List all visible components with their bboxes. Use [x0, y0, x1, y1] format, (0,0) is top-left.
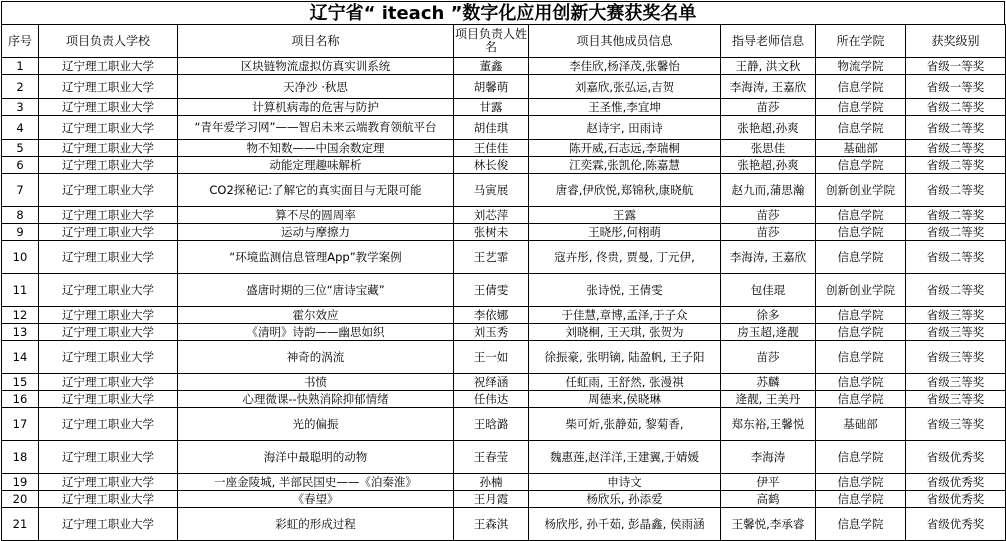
cell-col-members: 申诗文 — [529, 474, 721, 491]
sheet-title: 辽宁省“ iteach ”数字化应用创新大赛获奖名单 — [1, 1, 1005, 24]
cell-col-school: 辽宁理工职业大学 — [39, 341, 178, 374]
cell-col-project-name: 书愤 — [178, 374, 454, 391]
cell-col-members: 王晓彤,何栩萌 — [529, 224, 721, 241]
cell-col-leader: 张树未 — [454, 224, 529, 241]
cell-col-award: 省级二等奖 — [906, 241, 1006, 274]
cell-col-school: 辽宁理工职业大学 — [39, 99, 178, 116]
cell-col-school: 辽宁理工职业大学 — [39, 116, 178, 140]
cell-col-members: 杨欣乐, 孙添爱 — [529, 491, 721, 508]
cell-col-college: 信息学院 — [816, 341, 906, 374]
cell-col-leader: 孙楠 — [454, 474, 529, 491]
table-row — [2, 341, 1006, 374]
cell-col-project-name: 算不尽的圆周率 — [178, 207, 454, 224]
cell-col-advisor: 苗莎 — [721, 224, 816, 241]
cell-col-index: 8 — [2, 207, 39, 224]
header-col-leader: 项目负责人姓名 — [454, 25, 529, 58]
cell-col-leader: 王月霞 — [454, 491, 529, 508]
cell-col-index: 3 — [2, 99, 39, 116]
cell-col-college: 创新创业学院 — [816, 174, 906, 207]
cell-col-members: 于佳慧,章博,孟泽,于子众 — [529, 307, 721, 324]
cell-col-index: 17 — [2, 408, 39, 441]
cell-col-advisor: 郑东裕,王馨悦 — [721, 408, 816, 441]
cell-col-index: 6 — [2, 157, 39, 174]
cell-col-advisor: 王馨悦,李承睿 — [721, 508, 816, 541]
cell-col-members: 赵诗宇, 田雨诗 — [529, 116, 721, 140]
cell-col-college: 创新创业学院 — [816, 274, 906, 307]
header-col-award: 获奖级别 — [906, 25, 1006, 58]
table-row — [2, 75, 1006, 99]
cell-col-index: 12 — [2, 307, 39, 324]
cell-col-index: 16 — [2, 391, 39, 408]
cell-col-advisor: 包佳琨 — [721, 274, 816, 307]
cell-col-project-name: 海洋中最聪明的动物 — [178, 441, 454, 474]
cell-col-school: 辽宁理工职业大学 — [39, 174, 178, 207]
cell-col-project-name: 彩虹的形成过程 — [178, 508, 454, 541]
cell-col-index: 15 — [2, 374, 39, 391]
cell-col-project-name: CO2探秘记:了解它的真实面目与无限可能 — [178, 174, 454, 207]
cell-col-index: 9 — [2, 224, 39, 241]
cell-col-college: 信息学院 — [816, 441, 906, 474]
cell-col-advisor: 苏麟 — [721, 374, 816, 391]
cell-col-award: 省级优秀奖 — [906, 441, 1006, 474]
header-col-college: 所在学院 — [816, 25, 906, 58]
cell-col-project-name: 心理微课--快熟消除抑郁情绪 — [178, 391, 454, 408]
cell-col-leader: 刘玉秀 — [454, 324, 529, 341]
cell-col-advisor: 房玉超,逄靓 — [721, 324, 816, 341]
cell-col-advisor: 李海涛, 王嘉欣 — [721, 241, 816, 274]
cell-col-advisor: 张思佳 — [721, 140, 816, 157]
cell-col-index: 7 — [2, 174, 39, 207]
cell-col-members: 寇卉彤, 佟贵, 贾曼, 丁元伊, — [529, 241, 721, 274]
table-row — [2, 307, 1006, 324]
cell-col-award: 省级二等奖 — [906, 99, 1006, 116]
header-col-index: 序号 — [2, 25, 39, 58]
cell-col-award: 省级三等奖 — [906, 391, 1006, 408]
cell-col-school: 辽宁理工职业大学 — [39, 491, 178, 508]
cell-col-members: 魏惠莲,赵洋洋,王建翼,于婧媛 — [529, 441, 721, 474]
cell-col-project-name: 区块链物流虚拟仿真实训系统 — [178, 58, 454, 75]
cell-col-leader: 王倩雯 — [454, 274, 529, 307]
table-row — [2, 508, 1006, 541]
cell-col-advisor: 苗莎 — [721, 341, 816, 374]
cell-col-school: 辽宁理工职业大学 — [39, 391, 178, 408]
cell-col-leader: 李依娜 — [454, 307, 529, 324]
cell-col-index: 13 — [2, 324, 39, 341]
cell-col-project-name: 神奇的涡流 — [178, 341, 454, 374]
cell-col-leader: 马寅展 — [454, 174, 529, 207]
cell-col-index: 11 — [2, 274, 39, 307]
cell-col-advisor: 徐多 — [721, 307, 816, 324]
cell-col-project-name: 霍尔效应 — [178, 307, 454, 324]
cell-col-college: 信息学院 — [816, 508, 906, 541]
cell-col-school: 辽宁理工职业大学 — [39, 307, 178, 324]
cell-col-award: 省级优秀奖 — [906, 491, 1006, 508]
cell-col-award: 省级优秀奖 — [906, 474, 1006, 491]
cell-col-college: 基础部 — [816, 140, 906, 157]
cell-col-advisor: 李海涛 — [721, 441, 816, 474]
table-row — [2, 58, 1006, 75]
table-row — [2, 157, 1006, 174]
cell-col-college: 信息学院 — [816, 241, 906, 274]
cell-col-leader: 任伟达 — [454, 391, 529, 408]
cell-col-school: 辽宁理工职业大学 — [39, 140, 178, 157]
cell-col-award: 省级二等奖 — [906, 116, 1006, 140]
header-col-advisor: 指导老师信息 — [721, 25, 816, 58]
cell-col-leader: 董鑫 — [454, 58, 529, 75]
cell-col-members: 柴可炘,张静茹, 黎菊香, — [529, 408, 721, 441]
cell-col-award: 省级三等奖 — [906, 408, 1006, 441]
table-row — [2, 140, 1006, 157]
cell-col-award: 省级二等奖 — [906, 174, 1006, 207]
cell-col-project-name: 运动与摩擦力 — [178, 224, 454, 241]
cell-col-members: 张诗悦, 王倩雯 — [529, 274, 721, 307]
cell-col-award: 省级一等奖 — [906, 75, 1006, 99]
cell-col-index: 19 — [2, 474, 39, 491]
cell-col-college: 信息学院 — [816, 374, 906, 391]
cell-col-school: 辽宁理工职业大学 — [39, 324, 178, 341]
cell-col-college: 信息学院 — [816, 207, 906, 224]
cell-col-project-name: 盛唐时期的三位“唐诗宝藏” — [178, 274, 454, 307]
cell-col-leader: 王艺霏 — [454, 241, 529, 274]
cell-col-leader: 王森淇 — [454, 508, 529, 541]
cell-col-advisor: 苗莎 — [721, 99, 816, 116]
table-row — [2, 324, 1006, 341]
cell-col-school: 辽宁理工职业大学 — [39, 224, 178, 241]
cell-col-project-name: 《春望》 — [178, 491, 454, 508]
cell-col-college: 信息学院 — [816, 99, 906, 116]
cell-col-members: 江奕霖,张凯伦,陈嘉慧 — [529, 157, 721, 174]
table-header-row — [2, 25, 1006, 58]
cell-col-advisor: 伊平 — [721, 474, 816, 491]
cell-col-advisor: 赵九而,蒲思瀚 — [721, 174, 816, 207]
table-row — [2, 207, 1006, 224]
cell-col-advisor: 逄靓, 王美丹 — [721, 391, 816, 408]
cell-col-leader: 胡佳琪 — [454, 116, 529, 140]
cell-col-school: 辽宁理工职业大学 — [39, 274, 178, 307]
cell-col-members: 王圣惟,李宜坤 — [529, 99, 721, 116]
table-row — [2, 241, 1006, 274]
cell-col-school: 辽宁理工职业大学 — [39, 374, 178, 391]
table-row — [2, 441, 1006, 474]
table-row — [2, 474, 1006, 491]
cell-col-college: 信息学院 — [816, 75, 906, 99]
cell-col-members: 李佳欣,杨泽茂,张馨怡 — [529, 58, 721, 75]
award-list-sheet — [1, 1, 1005, 541]
cell-col-school: 辽宁理工职业大学 — [39, 441, 178, 474]
cell-col-college: 信息学院 — [816, 391, 906, 408]
header-col-members: 项目其他成员信息 — [529, 25, 721, 58]
cell-col-award: 省级三等奖 — [906, 324, 1006, 341]
cell-col-school: 辽宁理工职业大学 — [39, 508, 178, 541]
cell-col-advisor: 高鹤 — [721, 491, 816, 508]
cell-col-members: 徐振豪, 张明镝, 陆盈帆, 王子阳 — [529, 341, 721, 374]
cell-col-index: 4 — [2, 116, 39, 140]
table-row — [2, 374, 1006, 391]
cell-col-index: 18 — [2, 441, 39, 474]
cell-col-project-name: 天净沙 ·秋思 — [178, 75, 454, 99]
cell-col-school: 辽宁理工职业大学 — [39, 157, 178, 174]
cell-col-project-name: 一座金陵城, 半部民国史——《泊秦淮》 — [178, 474, 454, 491]
cell-col-index: 5 — [2, 140, 39, 157]
cell-col-college: 信息学院 — [816, 307, 906, 324]
table-row — [2, 174, 1006, 207]
cell-col-index: 10 — [2, 241, 39, 274]
cell-col-leader: 甘露 — [454, 99, 529, 116]
cell-col-project-name: 计算机病毒的危害与防护 — [178, 99, 454, 116]
cell-col-members: 王露 — [529, 207, 721, 224]
cell-col-school: 辽宁理工职业大学 — [39, 241, 178, 274]
cell-col-project-name: “环境监测信息管理App”教学案例 — [178, 241, 454, 274]
cell-col-advisor: 王静, 洪文秋 — [721, 58, 816, 75]
cell-col-award: 省级二等奖 — [906, 157, 1006, 174]
cell-col-school: 辽宁理工职业大学 — [39, 75, 178, 99]
cell-col-index: 1 — [2, 58, 39, 75]
cell-col-college: 信息学院 — [816, 474, 906, 491]
cell-col-project-name: 物不知数——中国余数定理 — [178, 140, 454, 157]
cell-col-project-name: 光的偏振 — [178, 408, 454, 441]
cell-col-award: 省级二等奖 — [906, 224, 1006, 241]
cell-col-index: 2 — [2, 75, 39, 99]
cell-col-members: 陈开威,石志远,李瑞桐 — [529, 140, 721, 157]
table-row — [2, 116, 1006, 140]
cell-col-advisor: 苗莎 — [721, 207, 816, 224]
cell-col-award: 省级二等奖 — [906, 207, 1006, 224]
cell-col-project-name: 《清明》诗韵——幽思如织 — [178, 324, 454, 341]
cell-col-college: 信息学院 — [816, 224, 906, 241]
cell-col-college: 物流学院 — [816, 58, 906, 75]
cell-col-award: 省级优秀奖 — [906, 508, 1006, 541]
cell-col-award: 省级一等奖 — [906, 58, 1006, 75]
cell-col-project-name: 动能定理趣味解析 — [178, 157, 454, 174]
header-col-project-name: 项目名称 — [178, 25, 454, 58]
cell-col-college: 基础部 — [816, 408, 906, 441]
cell-col-leader: 胡馨萌 — [454, 75, 529, 99]
cell-col-award: 省级三等奖 — [906, 374, 1006, 391]
cell-col-school: 辽宁理工职业大学 — [39, 408, 178, 441]
cell-col-leader: 祝绎涵 — [454, 374, 529, 391]
cell-col-college: 信息学院 — [816, 491, 906, 508]
cell-col-college: 信息学院 — [816, 324, 906, 341]
cell-col-index: 14 — [2, 341, 39, 374]
cell-col-index: 21 — [2, 508, 39, 541]
header-col-school: 项目负责人学校 — [39, 25, 178, 58]
table-row — [2, 99, 1006, 116]
cell-col-members: 刘晓桐, 王天琪, 张贺为 — [529, 324, 721, 341]
table-row — [2, 408, 1006, 441]
table-row — [2, 391, 1006, 408]
cell-col-leader: 王晗潞 — [454, 408, 529, 441]
cell-col-college: 信息学院 — [816, 157, 906, 174]
cell-col-leader: 王春莹 — [454, 441, 529, 474]
cell-col-award: 省级三等奖 — [906, 341, 1006, 374]
cell-col-leader: 林长俊 — [454, 157, 529, 174]
cell-col-award: 省级三等奖 — [906, 307, 1006, 324]
table-row — [2, 274, 1006, 307]
cell-col-school: 辽宁理工职业大学 — [39, 207, 178, 224]
cell-col-advisor: 张艳超,孙爽 — [721, 116, 816, 140]
award-table — [1, 24, 1006, 541]
cell-col-advisor: 张艳超,孙爽 — [721, 157, 816, 174]
cell-col-leader: 王一如 — [454, 341, 529, 374]
table-row — [2, 224, 1006, 241]
cell-col-award: 省级二等奖 — [906, 140, 1006, 157]
cell-col-members: 任虹雨, 王舒然, 张漫祺 — [529, 374, 721, 391]
cell-col-members: 杨欣彤, 孙千茹, 彭晶鑫, 侯雨涵 — [529, 508, 721, 541]
cell-col-school: 辽宁理工职业大学 — [39, 58, 178, 75]
cell-col-index: 20 — [2, 491, 39, 508]
table-row — [2, 491, 1006, 508]
cell-col-college: 信息学院 — [816, 116, 906, 140]
cell-col-school: 辽宁理工职业大学 — [39, 474, 178, 491]
cell-col-leader: 刘芯萍 — [454, 207, 529, 224]
cell-col-advisor: 李海涛, 王嘉欣 — [721, 75, 816, 99]
cell-col-members: 刘嘉欣,张弘运,吉贺 — [529, 75, 721, 99]
cell-col-members: 唐睿,伊欣悦,郑锦秋,康晓航 — [529, 174, 721, 207]
cell-col-leader: 王佳佳 — [454, 140, 529, 157]
cell-col-project-name: “青年爱学习网”——智启未来云端教育领航平台 — [178, 116, 454, 140]
cell-col-members: 周德来,侯晓琳 — [529, 391, 721, 408]
cell-col-award: 省级二等奖 — [906, 274, 1006, 307]
